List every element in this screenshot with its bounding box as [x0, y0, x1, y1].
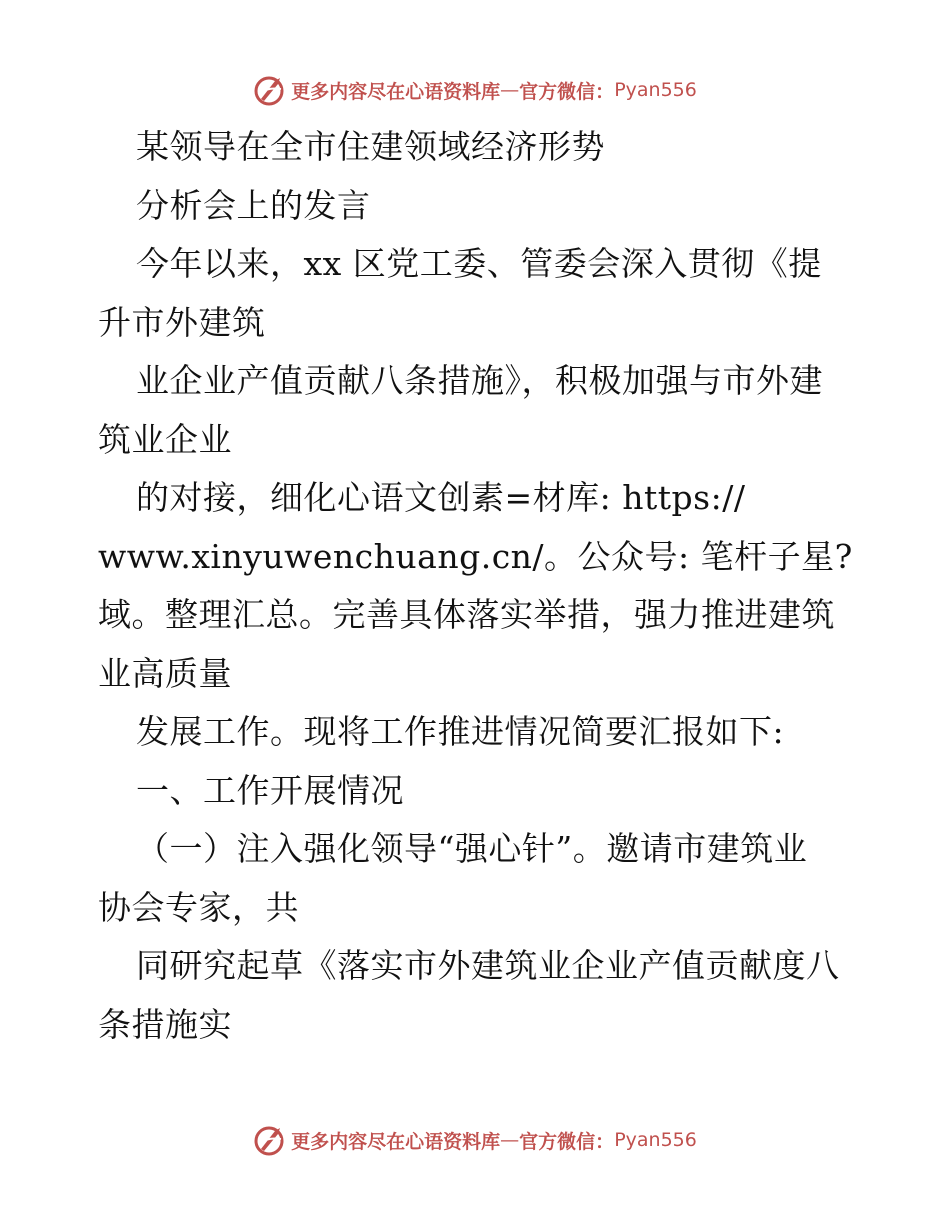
body-line: www.xinyuwenchuang.cn/。公众号: 笔杆子星? [98, 536, 853, 576]
body-line: 分析会上的发言 [136, 185, 371, 225]
banner-dash: — [500, 79, 520, 101]
banner-dash: — [500, 1129, 520, 1151]
document-body [98, 118, 858, 1054]
body-line: 的对接，细化心语文创素=材库: https:// [136, 478, 746, 517]
banner-title: 更多内容尽在心语资料库 [291, 80, 501, 103]
body-line: （一）注入强化领导“强心针”。邀请市建筑业 [136, 829, 808, 868]
body-line: 条措施实 [98, 1004, 232, 1044]
banner-wechat-label: 官方微信： [519, 80, 615, 103]
body-line: 域。整理汇总。完善具体落实举措，强力推进建筑 [98, 595, 835, 634]
banner-wechat-label: 官方微信： [519, 1130, 615, 1153]
body-line: 筑业企业 [98, 419, 232, 459]
banner-title: 更多内容尽在心语资料库 [291, 1130, 501, 1153]
pen-logo-icon [253, 73, 287, 107]
body-line: 发展工作。现将工作推进情况简要汇报如下: [136, 712, 785, 751]
body-line: 一、工作开展情况 [136, 770, 404, 810]
footer-banner [0, 1120, 950, 1160]
banner-wechat-id: Pyan556 [614, 1129, 697, 1151]
body-line: 同研究起草《落实市外建筑业企业产值贡献度八 [136, 946, 840, 985]
body-line: 升市外建筑 [98, 302, 266, 342]
banner-wechat-id: Pyan556 [614, 79, 697, 101]
body-line: 协会专家，共 [98, 887, 299, 927]
header-banner [0, 70, 950, 110]
body-line: 今年以来，xx 区党工委、管委会深入贯彻《提 [136, 244, 822, 283]
pen-logo-icon [253, 1123, 287, 1157]
body-line: 业企业产值贡献八条措施》，积极加强与市外建 [136, 361, 823, 400]
body-line: 业高质量 [98, 653, 232, 693]
body-line: 某领导在全市住建领域经济形势 [136, 127, 605, 166]
